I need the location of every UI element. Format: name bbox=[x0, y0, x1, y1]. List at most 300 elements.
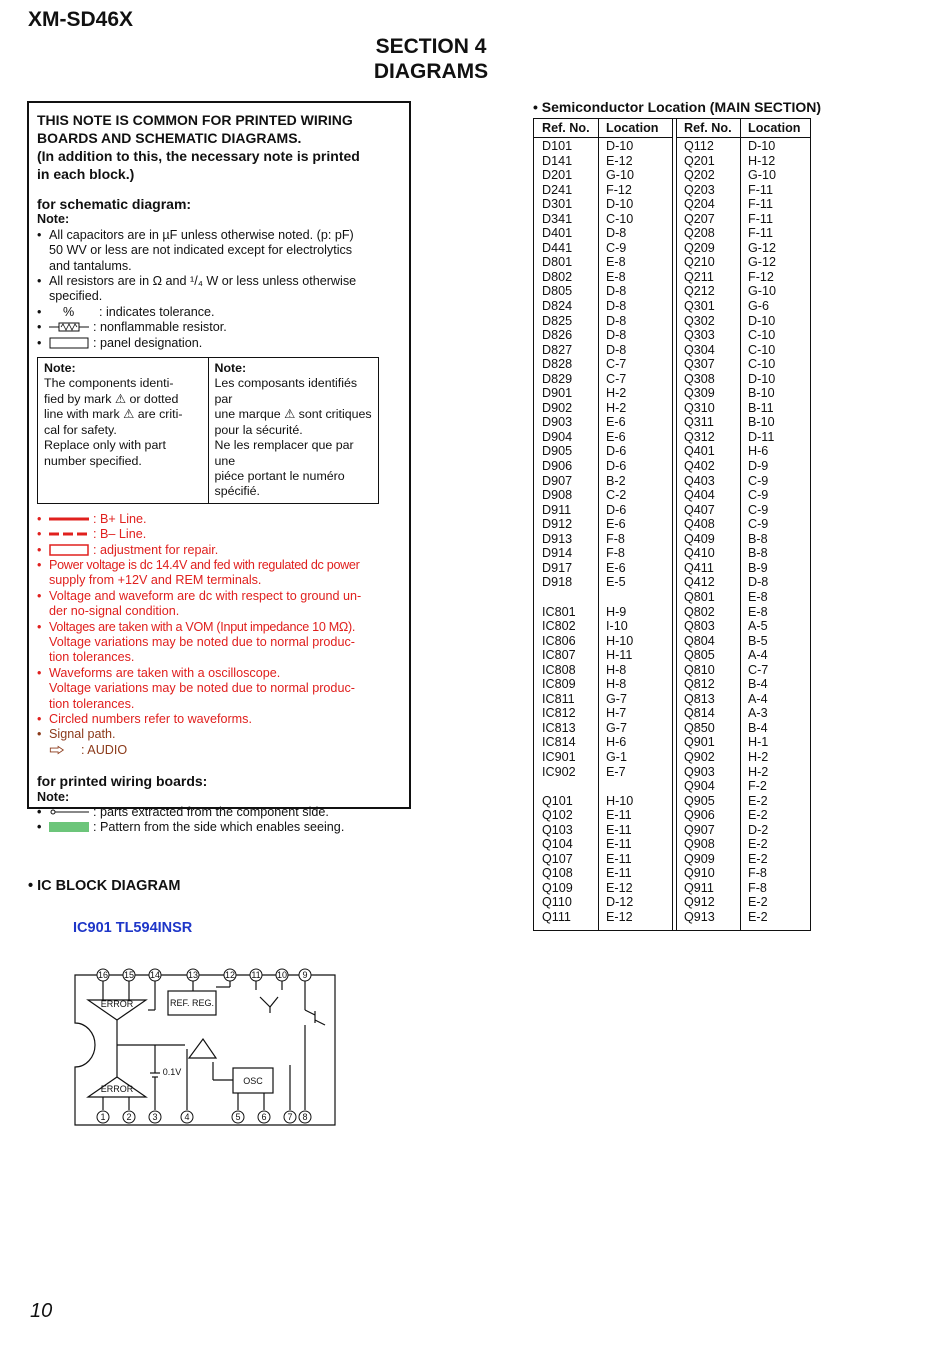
location-cell: H-12 bbox=[748, 153, 776, 168]
ref-no-cell: D907 bbox=[542, 473, 573, 488]
ref-no-cell: Q309 bbox=[684, 386, 715, 401]
location-cell bbox=[606, 590, 672, 605]
french-note-label: Note: bbox=[214, 361, 247, 376]
adjustment-text: : adjustment for repair. bbox=[93, 542, 219, 557]
waveform-line-2: Voltage variations may be noted due to normal produc- bbox=[49, 681, 355, 696]
location-cell: H-11 bbox=[606, 648, 633, 663]
english-line-5: Replace only with part bbox=[44, 438, 166, 453]
ref-no-cell: Q207 bbox=[684, 211, 715, 226]
section-name: DIAGRAMS bbox=[373, 60, 489, 83]
location-cell: E-11 bbox=[606, 837, 632, 852]
ref-no-cell: IC802 bbox=[542, 619, 576, 634]
note-heading-1: THIS NOTE IS COMMON FOR PRINTED WIRING bbox=[37, 112, 353, 128]
power-line-2: supply from +12V and REM terminals. bbox=[49, 573, 262, 588]
safety-note-english bbox=[38, 358, 209, 504]
vom-note: • Voltages are taken with a VOM (Input impedance 10 MΩ). Voltage variations may be noted due to normal produc- tion tolerances. bbox=[37, 620, 401, 666]
ic-block-diagram bbox=[70, 965, 350, 1135]
location-cell: F-11 bbox=[748, 226, 773, 241]
note-heading-3: (In addition to this, the necessary note is printed bbox=[37, 148, 360, 164]
safety-note-table bbox=[37, 357, 379, 504]
location-cell: C-9 bbox=[748, 488, 769, 503]
pin-number: 9 bbox=[302, 970, 308, 980]
ref-no-cell: Q108 bbox=[542, 866, 573, 881]
schematic-note-label: Note: bbox=[37, 212, 70, 227]
bminus-note: • : B– Line. bbox=[37, 527, 147, 542]
pattern-note: • : Pattern from the side which enables seeing. bbox=[37, 820, 345, 835]
location-cell: D-6 bbox=[606, 502, 627, 517]
loc-values-1 bbox=[598, 138, 672, 925]
common-note-box bbox=[27, 101, 411, 835]
location-cell: B-10 bbox=[748, 415, 775, 430]
loc-column-1 bbox=[598, 119, 672, 930]
ref-no-cell: Q802 bbox=[684, 604, 715, 619]
ref-no-cell: Q404 bbox=[684, 488, 715, 503]
power-note: • Power voltage is dc 14.4V and fed with regulated dc power supply from +12V and REM terminals. bbox=[37, 558, 401, 589]
waveform-line-3: tion tolerances. bbox=[49, 696, 135, 711]
ref-no-cell: IC814 bbox=[542, 735, 576, 750]
location-cell: H-8 bbox=[606, 662, 627, 677]
location-cell: E-6 bbox=[606, 429, 626, 444]
location-cell: C-10 bbox=[748, 342, 776, 357]
ref-no-cell: Q902 bbox=[684, 749, 715, 764]
ref-no-cell: D911 bbox=[542, 502, 572, 517]
ref-no-cell: Q908 bbox=[684, 837, 715, 852]
resistor-note: • All resistors are in Ω and ¹/₄ W or less unless otherwise specified. bbox=[37, 274, 401, 305]
nonflammable-note: • : nonflammable resistor. bbox=[37, 320, 227, 335]
divider bbox=[598, 119, 599, 930]
ref-no-cell: D902 bbox=[542, 400, 573, 415]
location-cell: D-10 bbox=[606, 139, 634, 153]
location-cell: B-8 bbox=[748, 531, 768, 546]
location-cell: D-6 bbox=[606, 444, 627, 459]
location-cell: D-10 bbox=[748, 139, 776, 153]
comparator-icon bbox=[189, 1039, 216, 1058]
ref-no-cell: Q850 bbox=[684, 720, 715, 735]
ref-no-cell: Q903 bbox=[684, 764, 715, 779]
ref-no-cell: Q906 bbox=[684, 808, 715, 823]
pin-number: 10 bbox=[276, 970, 288, 980]
voltage-line-1: Voltage and waveform are dc with respect to ground un- bbox=[49, 588, 362, 603]
ref-no-cell: D901 bbox=[542, 386, 573, 401]
ref-header-1: Ref. No. bbox=[534, 119, 598, 138]
ref-no-cell: D917 bbox=[542, 560, 573, 575]
parts-note: • : parts extracted from the component side. bbox=[37, 805, 329, 820]
ref-no-cell: IC902 bbox=[542, 764, 576, 779]
location-cell: G-12 bbox=[748, 240, 776, 255]
ref-no-cell: Q301 bbox=[684, 299, 715, 314]
circled-text: Circled numbers refer to waveforms. bbox=[49, 712, 252, 726]
location-cell: E-2 bbox=[748, 837, 768, 852]
loc-header-1: Location bbox=[598, 119, 672, 138]
ref-no-cell: Q107 bbox=[542, 851, 573, 866]
signal-path-note: • Signal path. bbox=[37, 727, 116, 742]
pin-number: 15 bbox=[123, 970, 135, 980]
ref-no-cell: D802 bbox=[542, 269, 573, 284]
location-cell: D-10 bbox=[606, 197, 634, 212]
english-note-label: Note: bbox=[44, 361, 76, 376]
pin-number: 1 bbox=[100, 1112, 106, 1122]
location-cell: D-2 bbox=[748, 822, 769, 837]
location-cell: H-8 bbox=[606, 677, 627, 692]
location-cell: C-9 bbox=[748, 473, 769, 488]
ref-no-cell: D301 bbox=[542, 197, 573, 212]
divider bbox=[676, 119, 677, 930]
french-line-2: une marque ⚠ sont critiques bbox=[214, 407, 372, 422]
ref-no-cell: Q204 bbox=[684, 197, 715, 212]
location-cell: C-7 bbox=[606, 357, 627, 372]
ref-no-cell: Q412 bbox=[684, 575, 715, 590]
location-cell: C-7 bbox=[748, 662, 769, 677]
osc-label: OSC bbox=[243, 1076, 263, 1086]
ref-no-cell: IC812 bbox=[542, 706, 576, 721]
french-line-1: Les composants identifiés par bbox=[214, 376, 358, 406]
ref-no-cell: D904 bbox=[542, 429, 573, 444]
location-cell: D-6 bbox=[606, 459, 627, 474]
waveform-note: • Waveforms are taken with a oscilloscope. Voltage variations may be noted due to normal produc- tion tolerances. bbox=[37, 666, 401, 712]
audio-note bbox=[37, 743, 401, 758]
pin-number: 14 bbox=[149, 970, 161, 980]
location-cell: E-2 bbox=[748, 851, 768, 866]
location-cell: F-12 bbox=[606, 182, 632, 197]
ref-no-cell: Q814 bbox=[684, 706, 715, 721]
ref-no-cell: IC808 bbox=[542, 662, 576, 677]
location-cell: F-11 bbox=[748, 197, 773, 212]
location-cell: D-8 bbox=[606, 299, 627, 314]
ref-no-cell: D906 bbox=[542, 459, 573, 474]
ref-no-cell: Q302 bbox=[684, 313, 715, 328]
panel-text: : panel designation. bbox=[93, 335, 203, 350]
location-cell bbox=[606, 779, 672, 794]
voltage-label: 0.1V bbox=[162, 1067, 182, 1077]
location-cell: D-8 bbox=[606, 342, 627, 357]
ref-no-cell: Q905 bbox=[684, 793, 715, 808]
location-cell: C-10 bbox=[748, 357, 776, 372]
ref-no-cell: Q813 bbox=[684, 691, 715, 706]
tolerance-text: : indicates tolerance. bbox=[99, 304, 215, 319]
ref-no-cell: Q803 bbox=[684, 619, 715, 634]
location-cell: H-10 bbox=[606, 793, 634, 808]
capacitor-line-1: All capacitors are in µF unless otherwise noted. (p: pF) bbox=[49, 227, 354, 242]
ref-no-cell: D825 bbox=[542, 313, 573, 328]
ref-no-cell: Q211 bbox=[684, 269, 714, 284]
ref-no-cell: Q209 bbox=[684, 240, 715, 255]
pwb-title: for printed wiring boards: bbox=[37, 773, 208, 790]
location-cell: D-8 bbox=[606, 328, 627, 343]
divider bbox=[740, 119, 741, 930]
ref-no-cell: Q801 bbox=[684, 589, 715, 604]
power-line-1: Power voltage is dc 14.4V and fed with regulated dc power bbox=[49, 557, 360, 572]
bplus-text: : B+ Line. bbox=[93, 511, 147, 526]
ref-no-cell: Q110 bbox=[542, 895, 572, 910]
panel-note: • : panel designation. bbox=[37, 335, 203, 350]
pin-number: 16 bbox=[97, 970, 109, 980]
location-cell: C-9 bbox=[748, 517, 769, 532]
location-cell: G-10 bbox=[748, 168, 776, 183]
schematic-title: for schematic diagram: bbox=[37, 196, 192, 212]
ref-no-cell: Q910 bbox=[684, 866, 715, 881]
loc-values-2 bbox=[740, 138, 811, 925]
ref-no-cell: IC901 bbox=[542, 749, 576, 764]
capacitor-line-2: 50 WV or less are not indicated except for electrolytics bbox=[49, 243, 353, 258]
ref-no-cell: D908 bbox=[542, 488, 573, 503]
ref-no-cell: Q901 bbox=[684, 735, 715, 750]
location-cell: B-10 bbox=[748, 386, 775, 401]
location-cell: E-8 bbox=[748, 589, 768, 604]
ref-no-cell: Q912 bbox=[684, 895, 715, 910]
location-cell: H-7 bbox=[606, 706, 627, 721]
location-cell: B-2 bbox=[606, 473, 626, 488]
location-cell: E-6 bbox=[606, 517, 626, 532]
location-cell: H-2 bbox=[748, 764, 769, 779]
ref-no-cell: Q310 bbox=[684, 400, 715, 415]
location-cell: E-11 bbox=[606, 851, 632, 866]
semiconductor-title: • Semiconductor Location (MAIN SECTION) bbox=[533, 99, 822, 115]
pin-number: 6 bbox=[261, 1112, 267, 1122]
location-cell: H-6 bbox=[606, 735, 627, 750]
capacitor-line-3: and tantalums. bbox=[49, 258, 132, 273]
nonflammable-text: : nonflammable resistor. bbox=[93, 320, 227, 335]
location-cell: D-8 bbox=[606, 313, 627, 328]
location-cell: C-7 bbox=[606, 371, 627, 386]
location-cell: C-9 bbox=[748, 502, 769, 517]
location-cell: F-12 bbox=[748, 269, 774, 284]
voltage-note: • Voltage and waveform are dc with respect to ground un- der no-signal condition. bbox=[37, 589, 401, 620]
location-cell: B-4 bbox=[748, 720, 768, 735]
location-cell: F-8 bbox=[748, 880, 767, 895]
pin-number: 7 bbox=[287, 1112, 293, 1122]
location-cell: E-2 bbox=[748, 793, 768, 808]
ref-values-1 bbox=[534, 138, 598, 925]
ref-no-cell: D241 bbox=[542, 182, 573, 197]
location-cell: F-8 bbox=[748, 866, 767, 881]
ref-no-cell: Q101 bbox=[542, 793, 573, 808]
location-cell: I-10 bbox=[606, 619, 628, 634]
location-cell: G-1 bbox=[606, 749, 627, 764]
loc-header-2: Location bbox=[740, 119, 811, 138]
location-cell: E-2 bbox=[748, 895, 768, 910]
section-number: SECTION 4 bbox=[375, 35, 487, 58]
ref-no-cell: D903 bbox=[542, 415, 573, 430]
ref-no-cell: Q304 bbox=[684, 342, 715, 357]
semiconductor-table bbox=[533, 118, 811, 931]
ref-no-cell: Q407 bbox=[684, 502, 715, 517]
pin-number: 11 bbox=[251, 970, 261, 980]
capacitor-note: • All capacitors are in µF unless otherwise noted. (p: pF) 50 WV or less are not indicated except for electrolytics and tantalums. bbox=[37, 228, 401, 274]
location-cell: E-11 bbox=[606, 822, 632, 837]
resistor-line-1: All resistors are in Ω and ¹/₄ W or less unless otherwise bbox=[49, 274, 357, 289]
location-cell: G-10 bbox=[748, 284, 776, 299]
location-cell: D-8 bbox=[606, 226, 627, 241]
safety-note-french bbox=[208, 358, 379, 504]
component-side-icon bbox=[49, 806, 89, 818]
location-cell: C-9 bbox=[606, 240, 627, 255]
ref-no-cell: Q212 bbox=[684, 284, 715, 299]
pattern-text: : Pattern from the side which enables seeing. bbox=[93, 820, 345, 835]
ref-no-cell: Q408 bbox=[684, 517, 715, 532]
ic-name: IC901 TL594INSR bbox=[73, 920, 193, 936]
ref-values-2 bbox=[676, 138, 740, 925]
ref-no-cell: IC811 bbox=[542, 691, 575, 706]
ref-no-cell: Q804 bbox=[684, 633, 715, 648]
ref-no-cell: Q410 bbox=[684, 546, 715, 561]
pin-number: 13 bbox=[187, 970, 199, 980]
location-cell: B-9 bbox=[748, 560, 768, 575]
location-cell: B-5 bbox=[748, 633, 768, 648]
ref-no-cell: Q201 bbox=[684, 153, 715, 168]
audio-arrow-icon bbox=[49, 744, 75, 756]
ref-no-cell: Q102 bbox=[542, 808, 573, 823]
english-line-2: fied by mark ⚠ or dotted bbox=[44, 391, 179, 406]
pin-number: 4 bbox=[184, 1112, 190, 1122]
panel-designation-icon bbox=[49, 337, 89, 349]
location-cell: A-5 bbox=[748, 619, 768, 634]
ref-no-cell: Q111 bbox=[542, 909, 571, 924]
ref-column-2 bbox=[676, 119, 740, 930]
parts-text: : parts extracted from the component side. bbox=[93, 805, 329, 820]
vom-line-1: Voltages are taken with a VOM (Input impedance 10 MΩ). bbox=[49, 619, 356, 634]
location-cell: D-11 bbox=[748, 429, 775, 444]
french-line-3: pour la sécurité. bbox=[214, 422, 303, 437]
location-cell: E-5 bbox=[606, 575, 626, 590]
divider bbox=[672, 119, 673, 930]
ref-no-cell bbox=[542, 590, 598, 605]
page-number: 10 bbox=[30, 1300, 53, 1322]
location-cell: E-12 bbox=[606, 880, 633, 895]
ref-no-cell: D913 bbox=[542, 531, 573, 546]
location-cell: E-2 bbox=[748, 808, 768, 823]
ic-block-title: • IC BLOCK DIAGRAM bbox=[28, 878, 181, 894]
location-cell: D-9 bbox=[748, 459, 769, 474]
ref-no-cell: D912 bbox=[542, 517, 573, 532]
loc-column-2 bbox=[740, 119, 811, 930]
ref-no-cell: Q409 bbox=[684, 531, 715, 546]
signal-path-text: Signal path. bbox=[49, 727, 116, 742]
ref-no-cell: IC806 bbox=[542, 633, 576, 648]
ref-no-cell: Q403 bbox=[684, 473, 715, 488]
ref-header-2: Ref. No. bbox=[676, 119, 740, 138]
location-cell: H-2 bbox=[748, 749, 769, 764]
pin-number: 2 bbox=[126, 1112, 132, 1122]
ref-no-cell: Q911 bbox=[684, 880, 714, 895]
ref-no-cell: D441 bbox=[542, 240, 573, 255]
location-cell: E-12 bbox=[606, 153, 633, 168]
pin-number: 3 bbox=[152, 1112, 158, 1122]
ref-column-1 bbox=[534, 119, 598, 930]
english-line-6: number specified. bbox=[44, 453, 142, 468]
resistor-line-2: specified. bbox=[49, 289, 103, 304]
ref-no-cell: Q112 bbox=[684, 139, 714, 153]
location-cell: A-4 bbox=[748, 648, 768, 663]
ref-no-cell: Q907 bbox=[684, 822, 715, 837]
note-heading-2: BOARDS AND SCHEMATIC DIAGRAMS. bbox=[37, 130, 302, 146]
ref-no-cell: Q411 bbox=[684, 560, 714, 575]
bplus-note: • : B+ Line. bbox=[37, 511, 147, 526]
pattern-swatch-icon bbox=[49, 821, 89, 833]
french-line-4: Ne les remplacer que par une bbox=[214, 438, 354, 468]
ref-no-cell: Q303 bbox=[684, 328, 715, 343]
ref-no-cell: D914 bbox=[542, 546, 573, 561]
ref-no-cell: Q308 bbox=[684, 371, 715, 386]
waveform-line-1: Waveforms are taken with a oscilloscope. bbox=[49, 665, 281, 680]
ref-no-cell: D805 bbox=[542, 284, 573, 299]
ref-no-cell: Q904 bbox=[684, 779, 715, 794]
ref-no-cell: IC813 bbox=[542, 720, 576, 735]
voltage-line-2: der no-signal condition. bbox=[49, 604, 180, 619]
bminus-text: : B– Line. bbox=[93, 527, 147, 542]
section-title bbox=[300, 34, 562, 84]
error-amp-2-label: ERROR bbox=[100, 1084, 134, 1094]
ref-no-cell: D826 bbox=[542, 328, 573, 343]
english-line-3: line with mark ⚠ are criti- bbox=[44, 407, 183, 422]
location-cell: E-8 bbox=[748, 604, 768, 619]
location-cell: D-10 bbox=[748, 313, 776, 328]
audio-text: : AUDIO bbox=[81, 742, 128, 757]
location-cell: H-1 bbox=[748, 735, 769, 750]
french-line-6: spécifié. bbox=[214, 484, 260, 499]
location-cell: H-6 bbox=[748, 444, 769, 459]
location-cell: F-11 bbox=[748, 211, 773, 226]
vom-line-2: Voltage variations may be noted due to normal produc- bbox=[49, 634, 355, 649]
ref-no-cell: D141 bbox=[542, 153, 573, 168]
ref-no-cell: D829 bbox=[542, 371, 573, 386]
location-cell: B-11 bbox=[748, 400, 774, 415]
location-cell: F-8 bbox=[606, 531, 625, 546]
ref-no-cell: Q402 bbox=[684, 459, 715, 474]
location-cell: E-8 bbox=[606, 255, 626, 270]
location-cell: G-7 bbox=[606, 720, 627, 735]
ref-no-cell: D101 bbox=[542, 139, 573, 153]
ref-no-cell: D828 bbox=[542, 357, 573, 372]
location-cell: G-6 bbox=[748, 299, 769, 314]
pin-number: 8 bbox=[302, 1112, 308, 1122]
pin-number: 12 bbox=[224, 970, 236, 980]
bplus-line-icon bbox=[49, 513, 89, 525]
ref-no-cell: Q311 bbox=[684, 415, 714, 430]
ref-no-cell: Q312 bbox=[684, 429, 715, 444]
location-cell: E-2 bbox=[748, 909, 768, 924]
location-cell: D-12 bbox=[606, 895, 634, 910]
percent-symbol: % bbox=[63, 304, 75, 319]
location-cell: E-8 bbox=[606, 269, 626, 284]
location-cell: E-6 bbox=[606, 560, 626, 575]
ref-no-cell: Q103 bbox=[542, 822, 573, 837]
location-cell: C-2 bbox=[606, 488, 627, 503]
ref-reg-label: REF. REG. bbox=[169, 998, 215, 1008]
location-cell: E-11 bbox=[606, 866, 632, 881]
ref-no-cell: D918 bbox=[542, 575, 573, 590]
pin-number: 5 bbox=[235, 1112, 241, 1122]
ref-no-cell: Q401 bbox=[684, 444, 715, 459]
tolerance-note: • % : indicates tolerance. bbox=[37, 304, 215, 319]
location-cell: E-6 bbox=[606, 415, 626, 430]
location-cell: F-2 bbox=[748, 779, 767, 794]
ref-no-cell: D905 bbox=[542, 444, 573, 459]
nonflammable-resistor-icon bbox=[49, 321, 89, 333]
ref-no-cell: Q810 bbox=[684, 662, 715, 677]
ref-no-cell: Q104 bbox=[542, 837, 573, 852]
vom-line-3: tion tolerances. bbox=[49, 650, 135, 665]
location-cell: E-12 bbox=[606, 909, 633, 924]
bminus-line-icon bbox=[49, 528, 89, 540]
location-cell: G-10 bbox=[606, 168, 634, 183]
location-cell: H-9 bbox=[606, 604, 627, 619]
location-cell: A-4 bbox=[748, 691, 768, 706]
location-cell: F-11 bbox=[748, 182, 773, 197]
ref-no-cell: Q202 bbox=[684, 168, 715, 183]
ref-no-cell bbox=[542, 779, 598, 794]
pwb-note-label: Note: bbox=[37, 789, 70, 804]
location-cell: D-8 bbox=[748, 575, 769, 590]
